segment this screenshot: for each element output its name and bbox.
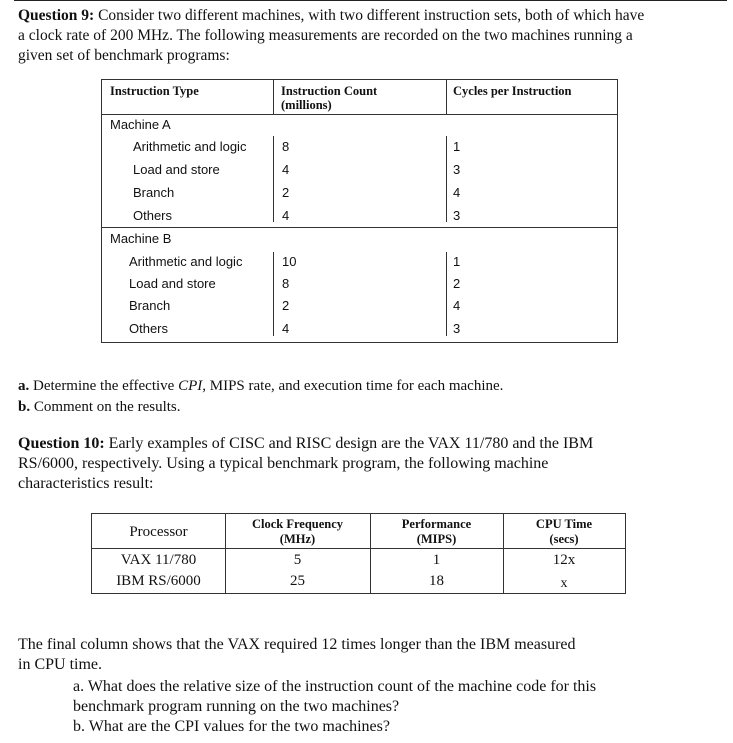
header-clock-unit: (MHz) (279, 532, 316, 546)
q10-text-line1: Early examples of CISC and RISC design are the VAX 11/780 and the IBM (104, 435, 594, 452)
machine-a-cpi-arith: 1 (453, 139, 461, 154)
header-performance-unit: (MIPS) (416, 532, 457, 546)
machine-b-label: Machine B (110, 231, 172, 246)
machine-a-count-branch: 2 (282, 185, 290, 200)
q9-text-line1: Consider two different machines, with two different instruction sets, both of which have (94, 7, 645, 24)
header-cpu-time-unit: (secs) (549, 532, 579, 546)
machine-b-count-load: 8 (282, 276, 290, 291)
machine-b-cpi-branch: 4 (453, 298, 461, 313)
machine-a-cpi-branch: 4 (453, 185, 461, 200)
header-instruction-type: Instruction Type (110, 84, 199, 98)
machine-b-count-branch: 2 (282, 298, 290, 313)
row-vax-processor: VAX 11/780 (120, 552, 197, 568)
q9-part-b-label: b. (18, 399, 31, 415)
machine-b-type-load: Load and store (129, 276, 216, 291)
header-instruction-count: Instruction Count (281, 84, 378, 98)
q10-text-line3: characteristics result: (18, 475, 154, 492)
q10-question-a-line2: benchmark program running on the two machines? (73, 698, 400, 715)
q9-paragraph (18, 6, 644, 66)
header-cpu-time: CPU Time (535, 517, 593, 531)
header-performance: Performance (401, 517, 472, 531)
machine-a-cpi-others: 3 (453, 208, 461, 223)
machine-b-count-arith: 10 (282, 254, 297, 269)
row-ibm-processor: IBM RS/6000 (116, 573, 201, 589)
header-clock-frequency: Clock Frequency (251, 517, 344, 531)
q10-final-paragraph (18, 635, 576, 675)
q9-text-line2: a clock rate of 200 MHz. The following measurements are recorded on the two machines running a (18, 27, 633, 44)
machine-a-count-load: 4 (282, 162, 290, 177)
q10-questions (73, 677, 596, 737)
q10-final-line2: in CPU time. (18, 656, 103, 673)
machine-b-type-branch: Branch (129, 298, 171, 313)
q9-part-a-label: a. (18, 378, 30, 394)
q10-paragraph (18, 434, 593, 494)
machine-b-cpi-load: 2 (453, 276, 461, 291)
machine-a-type-branch: Branch (133, 185, 175, 200)
row-ibm-clock: 25 (290, 573, 305, 589)
row-vax-mips: 1 (432, 552, 441, 568)
machine-b-cpi-arith: 1 (453, 254, 461, 269)
q9-part-a-text-post: , MIPS rate, and execution time for each machine. (202, 378, 504, 394)
machine-b-cpi-others: 3 (453, 321, 461, 336)
q10-text-line2: RS/6000, respectively. Using a typical benchmark program, the following machine (18, 455, 549, 472)
q10-label: Question 10: (18, 435, 105, 452)
machine-a-label: Machine A (110, 117, 171, 132)
machine-a-type-others: Others (133, 208, 173, 223)
q9-part-b-text: Comment on the results. (30, 399, 181, 415)
header-processor: Processor (129, 524, 188, 540)
q9-part-a (18, 376, 503, 396)
q9-part-a-cpi: CPI (178, 378, 203, 394)
header-instruction-count-unit: (millions) (281, 98, 332, 112)
q9-part-b (18, 397, 181, 417)
q10-question-b: b. What are the CPI values for the two machines? (73, 718, 390, 735)
row-ibm-cpu: x (560, 576, 568, 591)
machine-a-count-others: 4 (282, 208, 290, 223)
q10-processor-table (91, 513, 626, 594)
machine-b-count-others: 4 (282, 321, 290, 336)
top-divider (14, 0, 727, 1)
machine-a-cpi-load: 3 (453, 162, 461, 177)
q9-label: Question 9: (18, 7, 95, 24)
q9-instruction-table (101, 79, 618, 343)
row-ibm-mips: 18 (429, 573, 444, 589)
machine-a-type-load: Load and store (133, 162, 220, 177)
q9-text-line3: given set of benchmark programs: (18, 47, 230, 64)
q10-question-a-line1: a. What does the relative size of the instruction count of the machine code for this (73, 678, 597, 695)
machine-b-type-arith: Arithmetic and logic (129, 254, 243, 269)
q9-part-a-text-pre: Determine the effective (29, 378, 179, 394)
machine-a-count-arith: 8 (282, 139, 290, 154)
header-cycles-per-instruction: Cycles per Instruction (453, 84, 572, 98)
row-vax-cpu: 12x (552, 552, 576, 568)
machine-a-type-arith: Arithmetic and logic (133, 139, 247, 154)
q10-final-line1: The final column shows that the VAX required 12 times longer than the IBM measured (18, 636, 576, 653)
machine-b-type-others: Others (129, 321, 169, 336)
row-vax-clock: 5 (293, 552, 302, 568)
